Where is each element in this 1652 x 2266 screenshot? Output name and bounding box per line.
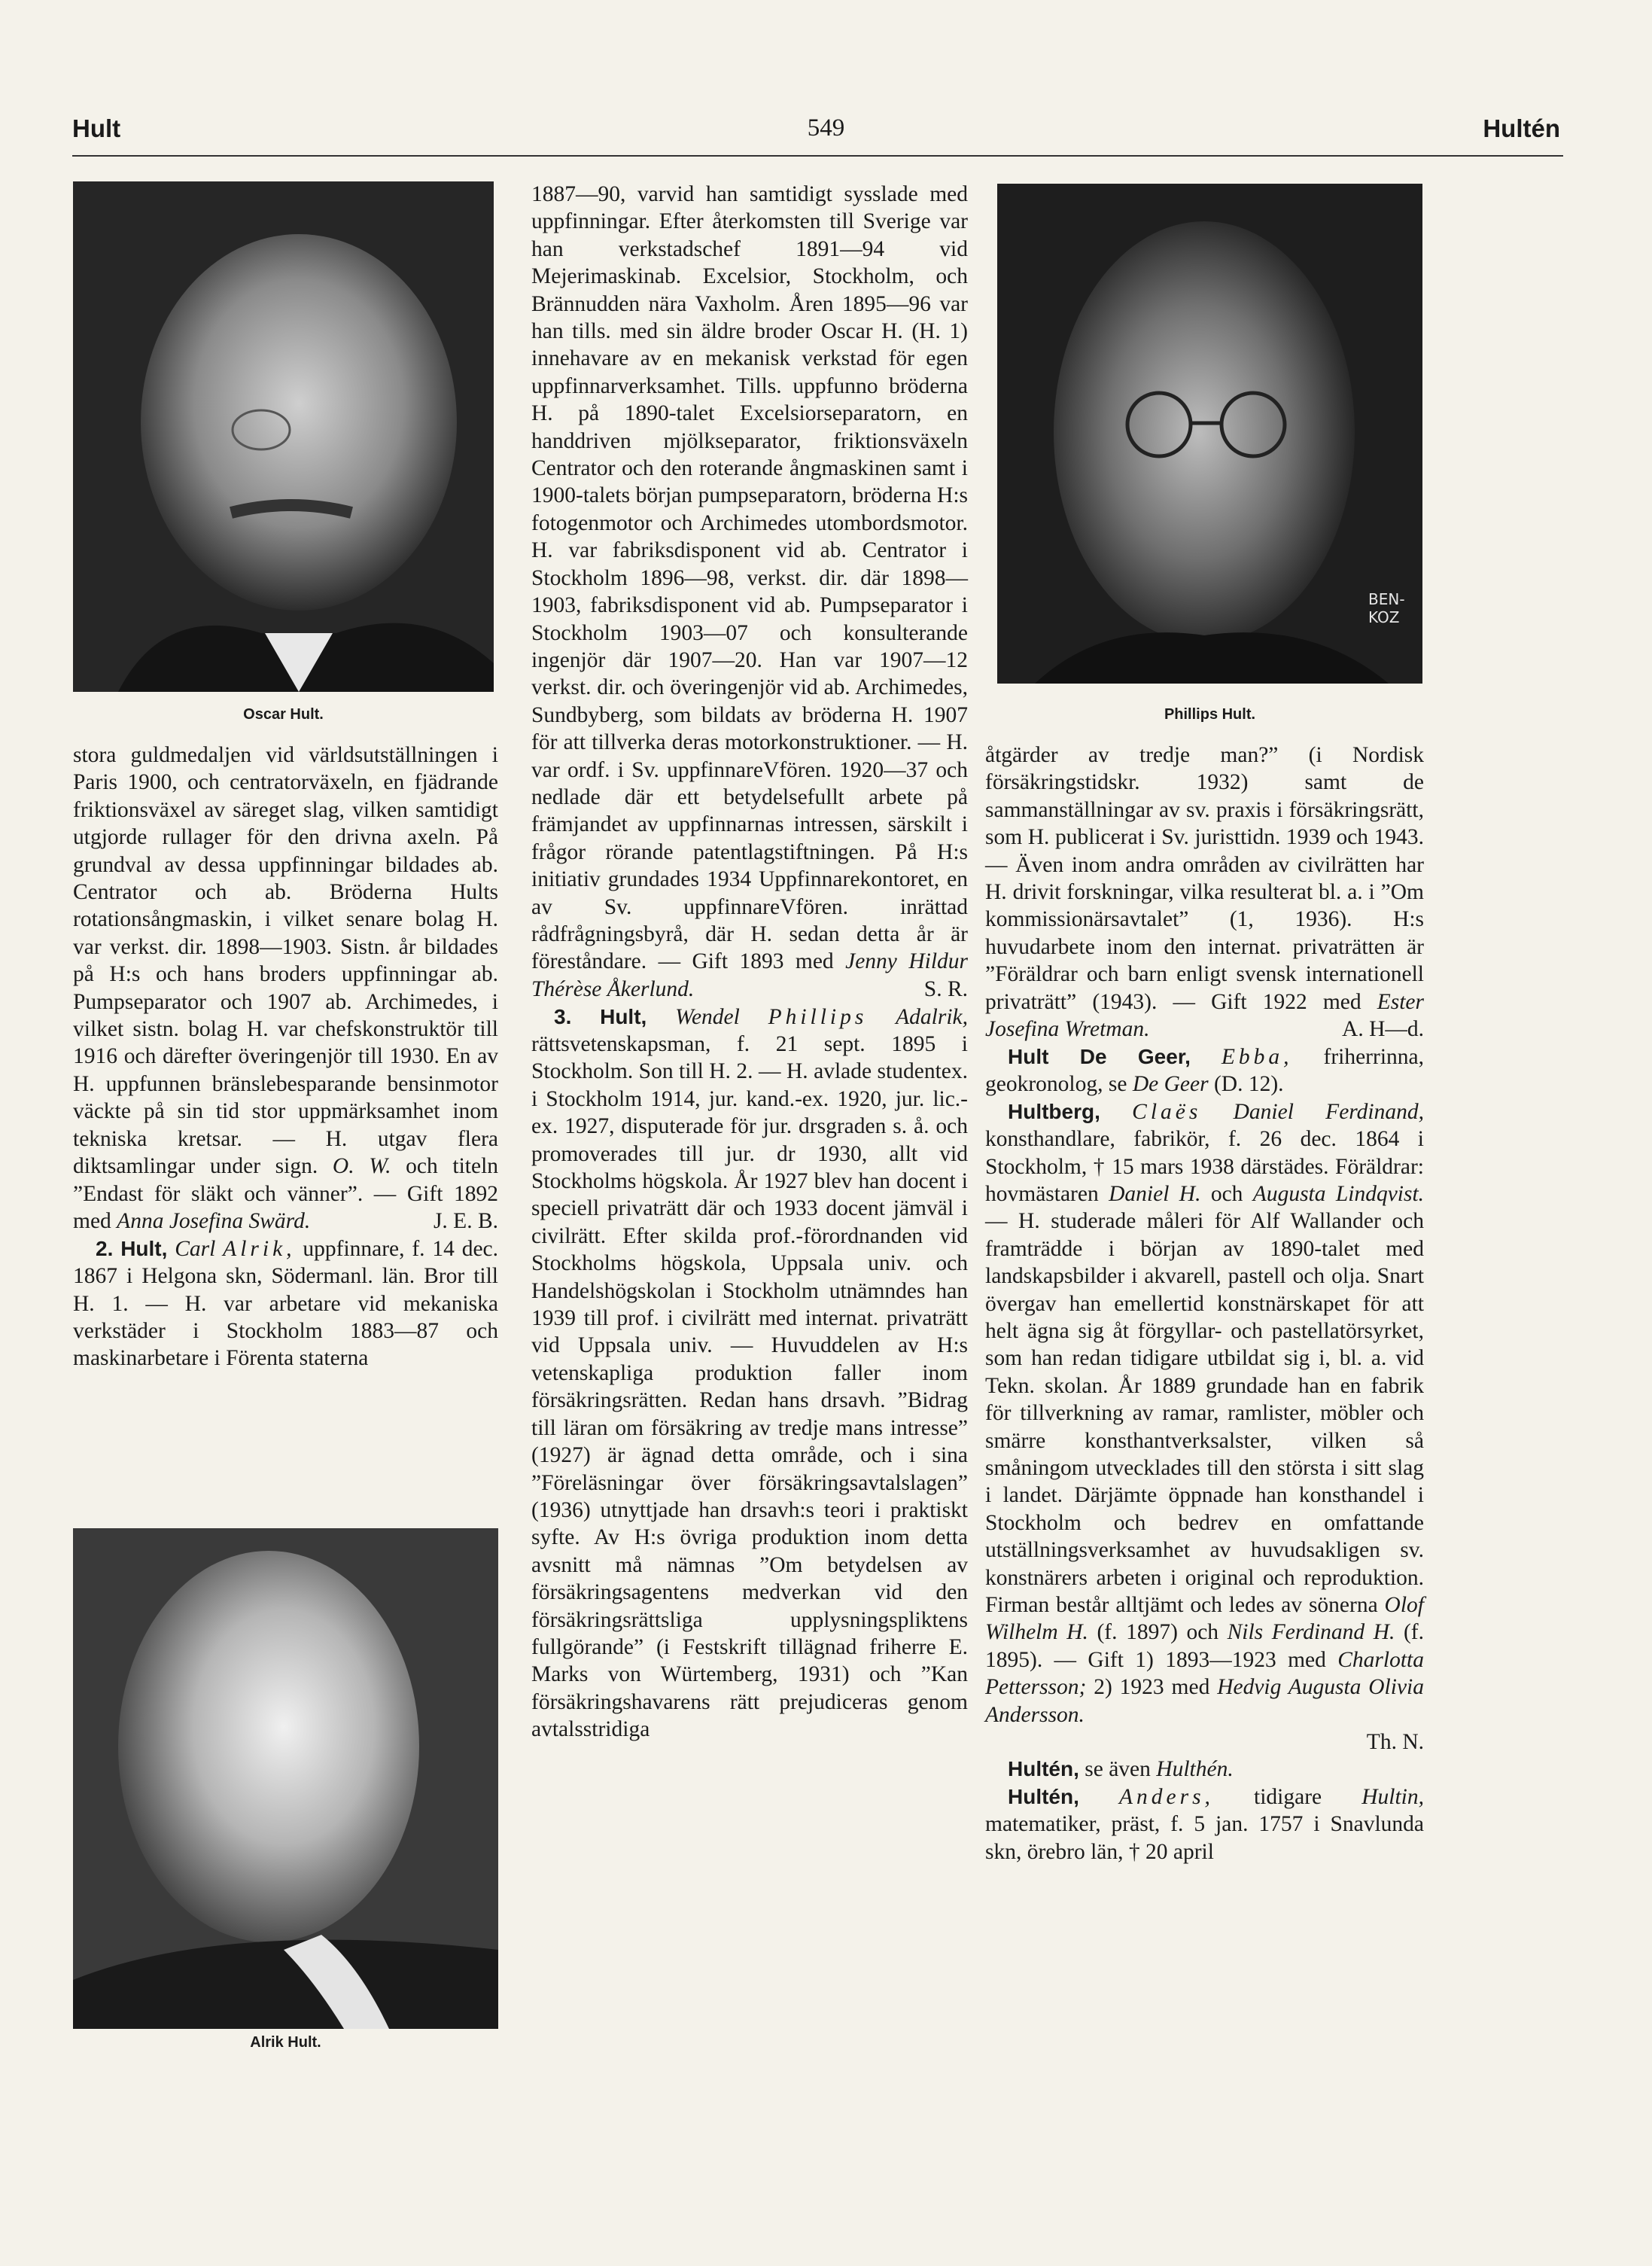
article-hulten-anders: Hultén, Anders, tidigare Hultin, matematiker, präst, f. 5 jan. 1757 i Snavlunda skn, örebro län, † 20 april [985, 1784, 1425, 1864]
column-1 [73, 742, 498, 1372]
article-hultberg-author: Th. N. [1366, 1730, 1424, 1755]
caption-phillips-hult: Phillips Hult. [1164, 706, 1256, 723]
header-rule [72, 155, 1563, 157]
column-3 [985, 742, 1424, 1865]
article-hultberg: Hultberg, Claës Daniel Ferdinand, konsthandlare, fabrikör, f. 26 dec. 1864 i Stockholm, † 15 mars 1938 därstädes. Föräldrar: hovmästaren Daniel H. och Augusta Lindqvist. — H. studerade måleri för Alf Wallander och framträdde i början av 1890-talet med landskapsbilder i akvarell, pastell och olja. Snart övergav han emellertid konstnärskapet för att helt ägna sig åt förgyllar- och pastellatörsyrket, som han redan tidigare utbildat sig i, bl. a. vid Tekn. skolan. År 1889 grundade han en fabrik för tillverkning av ramar, ramlister, möbler och smärre konsthantverksalster, vilken så småningom utvecklades till den största i sitt slag i landet. Därjämte öppnade han konsthandel i Stockholm och bedrev en omfattande utställningsverksamhet av huvudsakligen sv. konstnärers arbeten i original och reproduktion. Firman består alltjämt och ledes av sönerna Olof Wilhelm H. (f. 1897) och Nils Ferdinand H. (f. 1895). — Gift 1) 1893—1923 med Charlotta Pettersson; 2) 1923 med Hedvig Augusta Olivia Andersson. [985, 1099, 1425, 1727]
article-3: 3. Hult, Wendel Phillips Adalrik, rättsvetenskapsman, f. 21 sept. 1895 i Stockholm. Son till H. 2. — H. avlade studentex. i Stockholm 1914, jur. kand.-ex. 1920, jur. lic.-ex. 1927, disputerade för jur. drsgraden s. å. och promoverades till jur. dr 1930, allt vid Stockholms högskola. År 1927 blev han docent i speciell privaträtt där och 1933 docent jämväl i civilrätt. Efter skilda prof.-förordnanden vid Stockholms högskola, Uppsala univ. och Handelshögskolan i Stockholm utnämndes han 1939 till prof. i civilrätt med internat. privaträtt vid Uppsala univ. — Huvuddelen av H:s vetenskapliga produktion faller inom försäkringsrätten. Redan hans drsavh. ”Bidrag till läran om försäkring av tredje mans intresse” (1927) är ägnad detta område, och i sina ”Föreläsningar över försäkringsavtalslagen” (1936) utnyttjade han drsavh:s teori i praktiskt syfte. Av H:s övriga produktion inom detta avsnitt må nämnas ”Om betydelsen av försäkringsagentens medverkan vid den försäkringsrättsliga upplysningspliktens fullgörande” (i Festskrift tillägnad friherre E. Marks von Würtemberg, 1931) och ”Kan försäkringshavarens rätt prejudiceras genom avtalsstridiga [531, 1004, 968, 1742]
article-hulten-ref: Hultén, se även Hulthén. [1008, 1757, 1234, 1782]
article-3-author: A. H—d. [1342, 1017, 1424, 1042]
article-2: 2. Hult, Carl Alrik, uppfinnare, f. 14 dec. 1867 i Helgona skn, Södermanl. län. Bror till H. 1. — H. var arbetare vid mekaniska verkstäder i Stockholm 1883—87 och maskinarbetare i Förenta staterna [73, 1236, 499, 1371]
article-2-author: S. R. [923, 977, 968, 1002]
running-head-right: Hultén [1483, 114, 1560, 142]
running-head-left: Hult [72, 114, 121, 142]
portrait-alrik-hult [73, 1528, 498, 2029]
caption-alrik-hult: Alrik Hult. [250, 2034, 321, 2051]
article-2-continuation: 1887—90, varvid han samtidigt sysslade med uppfinningar. Efter återkomsten till Sverige var han verkstadschef 1891—94 vid Mejerimaskinab. Excelsior, Stockholm, och Brännudden nära Vaxholm. Åren 1895—96 var han tills. med sin äldre broder Oscar H. (H. 1) innehavare av en mekanisk verkstad för egen uppfinnarverksamhet. Tills. uppfunno bröderna H. på 1890-talet Excelsiorseparatorn, en handdriven mjölkseparator, friktionsväxeln Centrator och den roterande ångmaskinen samt i 1900-talets början pumpseparatorn, bröderna H:s fotogenmotor och Archimedes utombordsmotor. H. var fabriksdisponent vid ab. Centrator i Stockholm 1896—98, verkst. dir. där 1898—1903, fabriksdisponent vid ab. Pumpseparator i Stockholm 1903—07 och konsulterande ingenjör där 1907—20. Han var 1907—12 verkst. dir. och överingenjör vid ab. Archimedes, Sundbyberg, som bildats av bröderna H. 1907 för att tillverka deras motorkonstruktioner. — H. var ordf. i Sv. uppfinnareVfören. 1920—37 och nedlade där ett betydelsefullt arbete på främjandet av uppfinnarnas intressen, särskilt i frågor rörande patentlagstiftningen. På H:s initiativ grundades 1934 Uppfinnarekontoret, en av Sv. uppfinnareVfören. inrättad rådfrågningsbyrå, där H. sedan detta år är föreståndare. — Gift 1893 med Jenny Hildur Thérèse Åkerlund. [531, 182, 968, 1001]
portrait-oscar-hult [73, 181, 494, 692]
article-3-continuation: åtgärder av tredje man?” (i Nordisk försäkringstidskr. 1932) samt de sammanställningar av sv. praxis i försäkringsrätt, som H. publicerat i Sv. juristtidn. 1939 och 1943. — Även inom andra områden av civilrätten har H. drivit forskningar, vilka resulterat bl. a. i ”Om kommissionärsavtalet” (1, 1936). H:s huvudarbete inom den internat. privaträtten är ”Föräldrar och barn enligt svensk internationell privaträtt” (1943). — Gift 1922 med Ester Josefina Wretman. [985, 743, 1425, 1042]
article-hult-de-geer: Hult De Geer, Ebba, friherrinna, geokronolog, se De Geer (D. 12). [985, 1044, 1424, 1097]
caption-oscar-hult: Oscar Hult. [243, 706, 324, 723]
article-1-continuation: stora guldmedaljen vid världsutställningen i Paris 1900, och centratorväxeln, en fjädrande friktionsväxel av säreget slag, vilken samtidigt utgjorde rullager för den drivna axeln. På grundval av dessa uppfinningar bildades ab. Centrator och ab. Bröderna Hults rotationsångmaskin, i vilket senare bolag H. var verkst. dir. 1898—1903. Sistn. år bildades på H:s och hans broders uppfinningar ab. Pumpseparator och 1907 ab. Archimedes, i vilket sistn. bolag H. var chefskonstruktör till 1916 och därefter överingenjör till 1930. En av H. uppfunnen bränslebesparande bensinmotor väckte på sin tid stor uppmärksamhet inom tekniska kretsar. — H. utgav flera diktsamlingar under sign. O. W. och titeln ”Endast för släkt och vänner”. — Gift 1892 med Anna Josefina Swärd. [73, 743, 499, 1233]
page-number: 549 [807, 114, 845, 142]
column-2 [531, 181, 968, 1744]
article-1-author: J. E. B. [433, 1209, 498, 1234]
portrait-signature: BEN-KOZ [1368, 590, 1405, 626]
portrait-phillips-hult [997, 184, 1422, 684]
